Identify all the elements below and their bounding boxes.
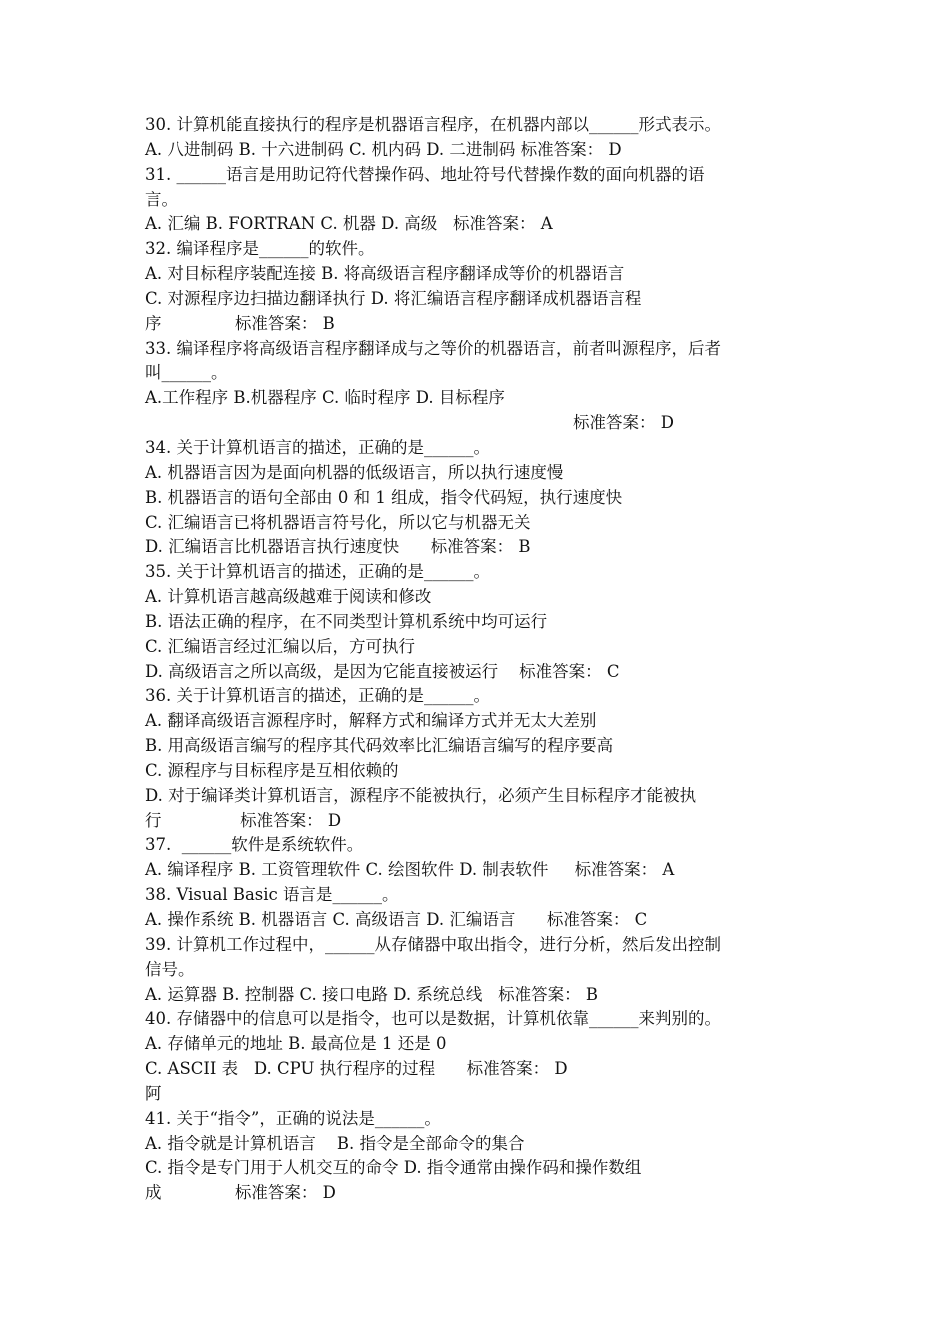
stray-character: 阿 [145, 1083, 162, 1103]
q31-stem: 31. ______语言是用助记符代替操作码、地址符号代替操作数的面向机器的语 [145, 164, 705, 184]
q39-stem-cont: 信号。 [145, 959, 195, 979]
q36-stem: 36. 关于计算机语言的描述，正确的是______。 [145, 686, 490, 706]
q37-stem: 37. ______软件是系统软件。 [145, 835, 364, 855]
q41-stem: 41. 关于“指令”，正确的说法是______。 [145, 1108, 441, 1128]
q36-answer: 行 标准答案： D [145, 810, 342, 830]
q33-options: A.工作程序 B.机器程序 C. 临时程序 D. 目标程序 [145, 388, 505, 408]
q36-option-b: B. 用高级语言编写的程序其代码效率比汇编语言编写的程序要高 [145, 736, 614, 756]
q33-answer: 标准答案： D [573, 413, 674, 433]
q35-option-a: A. 计算机语言越高级越难于阅读和修改 [145, 587, 432, 607]
q35-stem: 35. 关于计算机语言的描述，正确的是______。 [145, 562, 490, 582]
q36-option-a: A. 翻译高级语言源程序时，解释方式和编译方式并无太大差别 [145, 711, 597, 731]
q31-options: A. 汇编 B. FORTRAN C. 机器 D. 高级 标准答案： A [145, 214, 553, 234]
q32-answer: 序 标准答案： B [145, 313, 335, 333]
q30-stem: 30. 计算机能直接执行的程序是机器语言程序，在机器内部以______形式表示。 [145, 115, 721, 134]
q32-stem: 32. 编译程序是______的软件。 [145, 239, 375, 259]
q41-options-cd: C. 指令是专门用于人机交互的命令 D. 指令通常由操作码和操作数组 [145, 1158, 642, 1178]
document-page [145, 113, 835, 1206]
q38-options: A. 操作系统 B. 机器语言 C. 高级语言 D. 汇编语言 标准答案： C [145, 910, 648, 929]
q36-option-c: C. 源程序与目标程序是互相依赖的 [145, 760, 399, 780]
q35-option-b: B. 语法正确的程序，在不同类型计算机系统中均可运行 [145, 611, 548, 631]
q30-options: A. 八进制码 B. 十六进制码 C. 机内码 D. 二进制码 标准答案： D [145, 139, 622, 159]
q36-option-d: D. 对于编译类计算机语言，源程序不能被执行，必须产生目标程序才能被执 [145, 785, 697, 805]
q35-option-d: D. 高级语言之所以高级，是因为它能直接被运行 标准答案： C [145, 661, 620, 681]
q34-option-a: A. 机器语言因为是面向机器的低级语言，所以执行速度慢 [145, 462, 564, 482]
q35-option-c: C. 汇编语言经过汇编以后，方可执行 [145, 636, 416, 656]
q32-options-ab: A. 对目标程序装配连接 B. 将高级语言程序翻译成等价的机器语言 [145, 264, 625, 284]
q40-options-cd: C. ASCII 表 D. CPU 执行程序的过程 标准答案： D [145, 1059, 568, 1079]
q40-stem: 40. 存储器中的信息可以是指令，也可以是数据，计算机依靠______来判别的。 [145, 1009, 721, 1029]
q41-answer: 成 标准答案： D [145, 1183, 336, 1203]
q40-options-ab: A. 存储单元的地址 B. 最高位是 1 还是 0 [145, 1034, 447, 1054]
q39-stem: 39. 计算机工作过程中，______从存储器中取出指令，进行分析，然后发出控制 [145, 934, 721, 954]
q33-stem: 33. 编译程序将高级语言程序翻译成与之等价的机器语言，前者叫源程序，后者 [145, 338, 721, 358]
q38-stem: 38. Visual Basic 语言是______。 [145, 885, 399, 905]
q34-stem: 34. 关于计算机语言的描述，正确的是______。 [145, 437, 490, 457]
q31-stem-cont: 言。 [145, 189, 178, 209]
q33-stem-cont: 叫______。 [145, 363, 228, 383]
q32-options-cd: C. 对源程序边扫描边翻译执行 D. 将汇编语言程序翻译成机器语言程 [145, 288, 642, 308]
q39-options: A. 运算器 B. 控制器 C. 接口电路 D. 系统总线 标准答案： B [145, 984, 599, 1004]
q34-option-b: B. 机器语言的语句全部由 0 和 1 组成，指令代码短，执行速度快 [145, 487, 623, 507]
q41-options-ab: A. 指令就是计算机语言 B. 指令是全部命令的集合 [145, 1133, 525, 1153]
q34-option-c: C. 汇编语言已将机器语言符号化，所以它与机器无关 [145, 512, 531, 532]
q34-option-d: D. 汇编语言比机器语言执行速度快 标准答案： B [145, 537, 531, 557]
q37-options: A. 编译程序 B. 工资管理软件 C. 绘图软件 D. 制表软件 标准答案： A [145, 860, 675, 880]
